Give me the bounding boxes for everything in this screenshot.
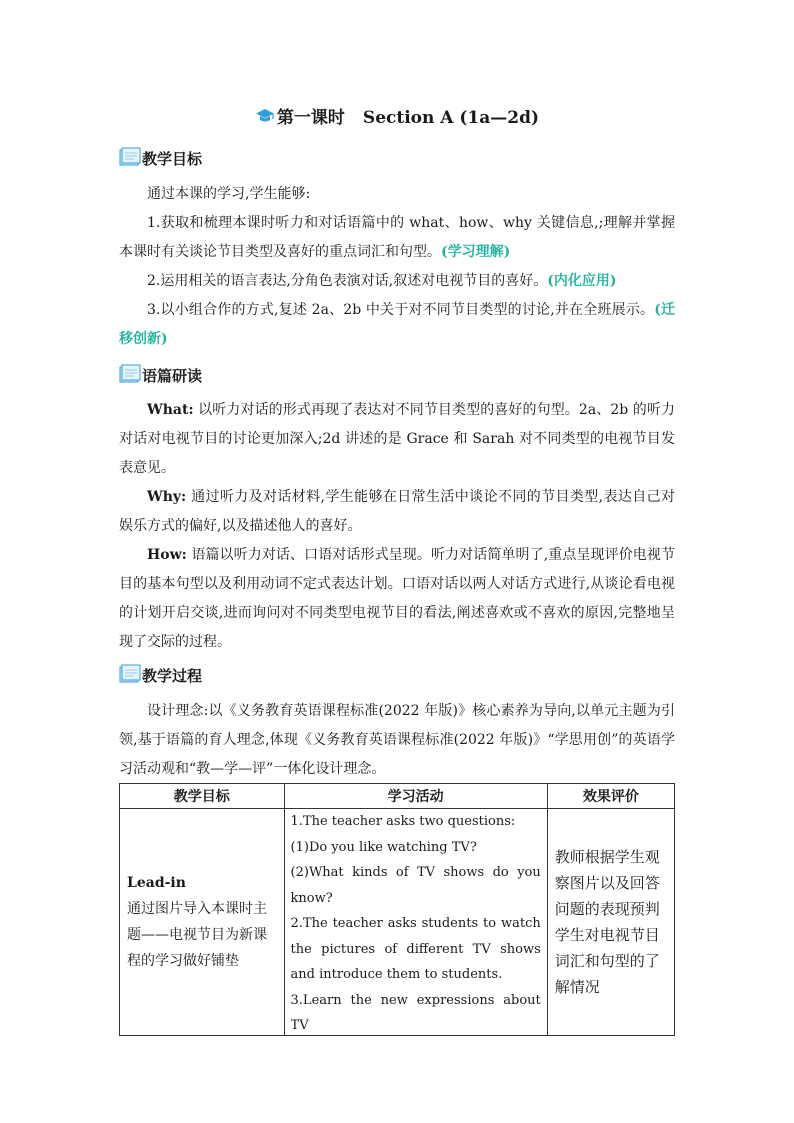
objectives-heading-text: 教学目标 (142, 150, 203, 168)
concept-text: 设计理念:以《义务教育英语课程标准(2022 年版)》核心素养为导向,以单元主题为引领,基于语篇的育人理念,体现《义务教育英语课程标准(2022 年版)》“学思用创”的英语学习活动观和“教—学—评”一体化设计理念。 (119, 703, 675, 777)
book-icon (119, 147, 141, 173)
page-title (0, 106, 794, 131)
analysis-heading-text: 语篇研读 (142, 367, 203, 385)
objective-tag: (内化应用) (547, 273, 617, 289)
process-heading-text: 教学过程 (142, 667, 203, 685)
book-icon (119, 364, 141, 390)
process-concept (119, 697, 675, 784)
analysis-why: Why: 通过听力及对话材料,学生能够在日常生活中谈论不同的节目类型,表达自己对娱乐方式的偏好,以及描述他人的喜好。 (119, 489, 675, 534)
analysis-how: How: 语篇以听力对话、口语对话形式呈现。听力对话简单明了,重点呈现评价电视节目的基本句型以及利用动词不定式表达计划。口语对话以两人对话方式进行,从谈论看电视的计划开启交谈,进而询问对不同类型电视节目的看法,阐述喜欢或不喜欢的原因,完整地呈现了交际的过程。 (119, 547, 675, 650)
lesson-plan-table (119, 783, 675, 1036)
section-label: Section A (1a—2d) (362, 108, 540, 128)
objectives-heading (119, 147, 202, 169)
lesson-label: 第一课时 (276, 108, 345, 128)
graduation-cap-icon (255, 107, 275, 131)
goal-label: Lead-in (127, 875, 186, 891)
table-header-row (120, 784, 675, 809)
activity-line: (2)What kinds of TV shows do you know? (290, 865, 541, 906)
activity-line: 1.The teacher asks two questions: (290, 814, 516, 829)
objective-item: 2.运用相关的语言表达,分角色表演对话,叙述对电视节目的喜好。(内化应用) (147, 273, 617, 289)
process-heading (119, 664, 202, 686)
header-evaluation: 效果评价 (547, 784, 674, 809)
goal-text: 通过图片导入本课时主题——电视节目为新课程的学习做好铺垫 (127, 901, 267, 969)
header-activity: 学习活动 (284, 784, 547, 809)
book-icon (119, 664, 141, 690)
objective-tag: (学习理解) (441, 244, 511, 260)
activity-line: 2.The teacher asks students to watch the pictures of different TV shows and introduce them to students. (290, 916, 541, 982)
activity-cell (284, 809, 547, 1036)
goal-cell (120, 809, 285, 1036)
analysis-what: What: 以听力对话的形式再现了表达对不同节目类型的喜好的句型。2a、2b 的听力对话对电视节目的讨论更加深入;2d 讲述的是 Grace 和 Sarah 对不同类型的电视节目发表意见。 (119, 402, 676, 476)
activity-line: (1)Do you like watching TV? (290, 839, 477, 855)
evaluation-cell: 教师根据学生观察图片以及回答问题的表现预判学生对电视节目词汇和句型的了解情况 (547, 809, 674, 1036)
objective-item: 3.以小组合作的方式,复述 2a、2b 中关于对不同节目类型的讨论,并在全班展示。(迁移创新) (119, 302, 675, 347)
table-row (120, 809, 675, 1036)
objective-item: 1.获取和梳理本课时听力和对话语篇中的 what、how、why 关键信息,;理解并掌握本课时有关谈论节目类型及喜好的重点词汇和句型。(学习理解) (119, 215, 675, 260)
objective-tag: (迁移创新) (119, 302, 675, 347)
objectives-body (119, 180, 675, 354)
analysis-body (119, 396, 675, 657)
analysis-heading (119, 364, 202, 386)
header-goal: 教学目标 (120, 784, 285, 809)
objectives-intro: 通过本课的学习,学生能够: (147, 186, 311, 202)
activity-line: 3.Learn the new expressions about TV (290, 992, 541, 1033)
